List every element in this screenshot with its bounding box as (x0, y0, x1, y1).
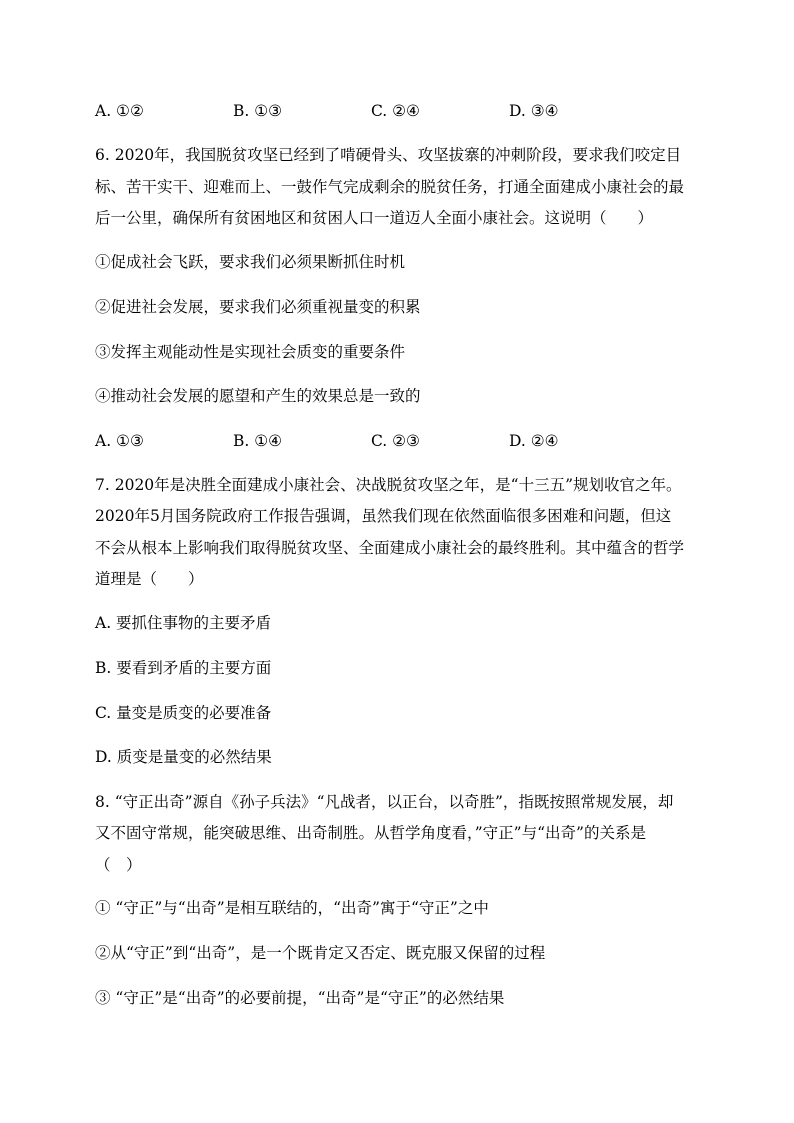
q6-statement-1: ①促成社会飞跃，要求我们必须果断抓住时机 (95, 253, 406, 271)
q7-option-a: A. 要抓住事物的主要矛盾 (95, 614, 272, 632)
q8-stem-line-2: 又不固守常规，能突破思维、出奇制胜。从哲学角度看，”守正”与“出奇”的关系是 (95, 824, 646, 842)
q8-statement-1: ① “守正”与“出奇”是相互联结的，“出奇”寓于“守正”之中 (95, 899, 489, 917)
q6-option-b: B. ①④ (233, 432, 283, 450)
q7-option-c: C. 量变是质变的必要准备 (95, 704, 272, 722)
q6-option-a: A. ①③ (95, 432, 144, 450)
q6-statement-4: ④推动社会发展的愿望和产生的效果总是一致的 (95, 387, 421, 405)
q8-stem-line-3: （ ） (95, 856, 142, 874)
q7-stem-line-3: 不会从根本上影响我们取得脱贫攻坚、全面建成小康社会的最终胜利。其中蕴含的哲学 (95, 539, 685, 557)
q8-statement-3: ③ “守正”是“出奇”的必要前提，“出奇”是“守正”的必然结果 (95, 989, 505, 1007)
q7-stem-line-1: 7. 2020年是决胜全面建成小康社会、决战脱贫攻坚之年，是“十三五”规划收官之年。 (95, 476, 682, 494)
q8-statement-2: ②从“守正”到“出奇”，是一个既肯定又否定、既克服又保留的过程 (95, 944, 546, 962)
q6-stem-line-1: 6. 2020年，我国脱贫攻坚已经到了啃硬骨头、攻坚拔寨的冲刺阶段，要求我们咬定目 (95, 146, 682, 164)
q7-stem-line-4: 道理是（ ） (95, 570, 204, 588)
q7-option-d: D. 质变是量变的必然结果 (95, 748, 272, 766)
q6-stem-line-2: 标、苦干实干、迎难而上、一鼓作气完成剩余的脱贫任务，打通全面建成小康社会的最 (95, 178, 685, 196)
q5-option-a: A. ①② (95, 102, 144, 120)
q7-stem-line-2: 2020年5月国务院政府工作报告强调，虽然我们现在依然面临很多困难和问题，但这 (95, 507, 672, 525)
q7-option-b: B. 要看到矛盾的主要方面 (95, 659, 272, 677)
q8-stem-line-1: 8. “守正出奇”源自《孙子兵法》“凡战者，以正台，以奇胜”，指既按照常规发展，却 (95, 793, 674, 811)
q5-option-d: D. ③④ (509, 102, 559, 120)
q6-statement-2: ②促进社会发展，要求我们必须重视量变的积累 (95, 298, 421, 316)
q5-option-b: B. ①③ (233, 102, 283, 120)
q6-option-c: C. ②③ (371, 432, 420, 450)
q6-option-d: D. ②④ (509, 432, 559, 450)
q6-statement-3: ③发挥主观能动性是实现社会质变的重要条件 (95, 343, 406, 361)
q6-stem-line-3: 后一公里，确保所有贫困地区和贫困人口一道迈人全面小康社会。这说明（ ） (95, 209, 654, 227)
q5-option-c: C. ②④ (371, 102, 420, 120)
